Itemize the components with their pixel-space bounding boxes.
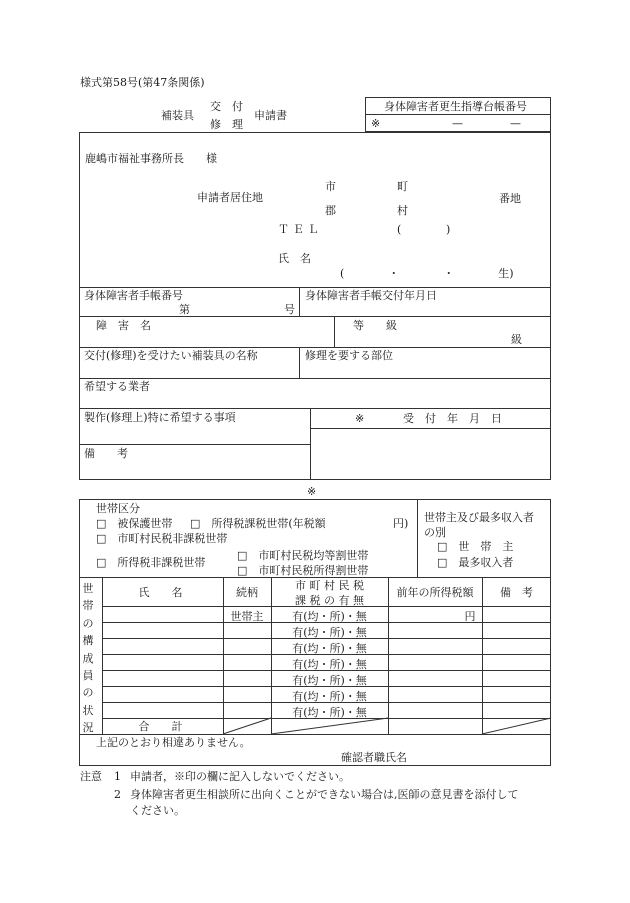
- tel-paren-open: (: [397, 223, 402, 236]
- head-label: 世帯主及び最多収入者の別: [424, 511, 534, 539]
- tel-paren-close: ): [446, 223, 451, 236]
- tax-status-option: 有(均・所)・無: [292, 658, 367, 671]
- remarks-label: 備 考: [84, 447, 128, 460]
- confirm-statement: 上記のとおり相違ありません。: [96, 736, 251, 749]
- birth-date: ( ・ ・ 生): [340, 267, 514, 280]
- address-village: 村: [397, 204, 408, 217]
- handbook-dai: 第: [179, 303, 190, 316]
- option-welfare: □ 被保護世帯: [96, 517, 173, 530]
- col-prev-tax-header: 前年の所得税額: [396, 586, 474, 599]
- option-top-earner: □ 最多収入者: [437, 556, 514, 569]
- col-relation-header: 続柄: [236, 586, 258, 599]
- ledger-mark: ※: [371, 117, 381, 130]
- tax-status-option: 有(均・所)・無: [292, 706, 367, 719]
- vendor-label: 希望する業者: [84, 380, 150, 393]
- handbook-go: 号: [284, 303, 295, 316]
- household-category-label: 世帯区分: [96, 502, 140, 515]
- title-suffix: 申請書: [254, 109, 287, 122]
- handbook-date-label: 身体障害者手帳交付年月日: [305, 289, 437, 302]
- side-label-char: 世: [82, 582, 94, 595]
- option-income-levy: □ 市町村民税所得割世帯: [237, 564, 369, 577]
- section-mark: ※: [307, 485, 317, 498]
- address-county: 郡: [325, 204, 336, 217]
- note-2-text-b: ください。: [130, 804, 185, 817]
- address-city: 市: [325, 180, 336, 193]
- diagonal-tax: [271, 718, 388, 734]
- col-tax-header-1: 市 町 村 民 税: [295, 579, 364, 592]
- diagonal-relation: [223, 718, 271, 734]
- side-label-char: 状: [82, 703, 94, 717]
- side-label-char: 員: [82, 669, 94, 683]
- grade-unit: 級: [511, 333, 522, 346]
- title-option-issue: 交 付: [210, 100, 243, 113]
- col-tax-header-2: 課 税 の 有 無: [295, 594, 364, 607]
- option-income-nontax: □ 所得税非課税世帯: [96, 556, 206, 569]
- side-label-char: 況: [82, 721, 94, 735]
- diagonal-remarks: [482, 718, 551, 734]
- tax-status-option: 有(均・所)・無: [292, 690, 367, 703]
- option-equal-levy: □ 市町村民税均等割世帯: [237, 549, 369, 562]
- col-remarks-header: 備 考: [500, 586, 533, 599]
- note-2-number: 2: [114, 788, 121, 801]
- receipt-mark: ※: [355, 412, 365, 425]
- side-label-char: 成: [82, 651, 94, 665]
- addressee: 鹿嶋市福祉事務所長 様: [85, 152, 217, 165]
- tax-status-option: 有(均・所)・無: [292, 626, 367, 639]
- note-2-text-a: 身体障害者更生相談所に出向くことができない場合は,医師の意見書を添付して: [130, 788, 519, 801]
- option-municipal-nontax: □ 市町村民税非課税世帯: [96, 532, 228, 545]
- request-label: 製作(修理上)特に希望する事項: [84, 411, 236, 424]
- tax-status-option: 有(均・所)・無: [292, 674, 367, 687]
- col-name-header: 氏 名: [138, 586, 183, 599]
- first-relation: 世帯主: [230, 610, 264, 623]
- address-label: 申請者居住地: [197, 191, 263, 204]
- income-tax-yen: 円): [393, 517, 409, 530]
- side-label-char: 構: [82, 634, 94, 648]
- ledger-dash-2: —: [510, 117, 521, 130]
- ledger-dash-1: —: [452, 117, 463, 130]
- address-town: 町: [397, 180, 408, 193]
- device-name-label: 交付(修理)を受けたい補装具の名称: [84, 349, 258, 362]
- confirmer-label: 確認者職氏名: [341, 751, 407, 764]
- handbook-number-label: 身体障害者手帳番号: [84, 289, 183, 302]
- total-label: 合 計: [138, 720, 183, 733]
- title-option-repair: 修 理: [210, 118, 243, 131]
- note-1-number: 1: [114, 770, 121, 783]
- tel-label: ＴＥＬ: [278, 223, 323, 236]
- side-label-char: 帯: [82, 599, 94, 613]
- ledger-label: 身体障害者更生指導台帳番号: [384, 100, 527, 113]
- tax-status-option: 有(均・所)・無: [292, 610, 367, 623]
- repair-part-label: 修理を要する部位: [305, 349, 393, 362]
- tax-status-option: 有(均・所)・無: [292, 642, 367, 655]
- option-household-head: □ 世 帯 主: [437, 540, 514, 553]
- disability-label: 障 害 名: [96, 319, 151, 332]
- title-prefix: 補装具: [161, 109, 194, 122]
- notes-label: 注意: [80, 770, 102, 783]
- first-yen: 円: [464, 610, 476, 623]
- receipt-label: 受 付 年 月 日: [403, 412, 502, 425]
- address-banchi: 番地: [499, 192, 521, 205]
- option-income-tax: □ 所得税課税世帯(年税額: [190, 517, 326, 530]
- side-label-char: の: [82, 616, 94, 630]
- note-1-text: 申請者，※印の欄に記入しないでください。: [130, 770, 350, 783]
- grade-label: 等 級: [353, 319, 397, 332]
- side-label-char: の: [82, 686, 94, 700]
- name-label: 氏 名: [278, 252, 311, 265]
- form-id: 様式第58号(第47条関係): [80, 76, 205, 89]
